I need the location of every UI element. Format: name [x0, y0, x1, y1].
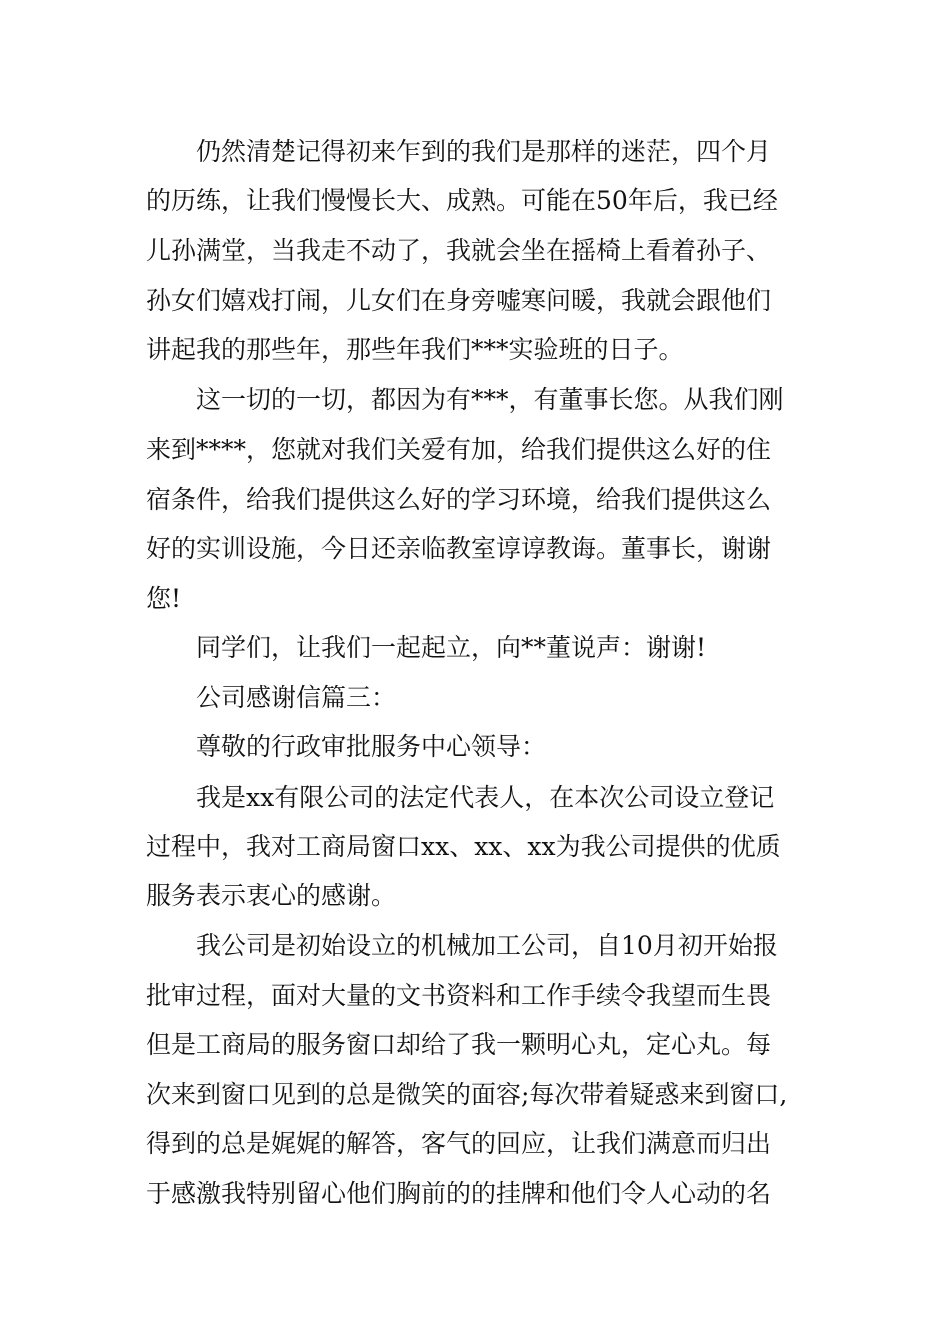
text-line: 您!	[146, 584, 182, 613]
text-line: 孙女们嬉戏打闹，儿女们在身旁嘘寒问暖，我就会跟他们	[146, 286, 772, 315]
text-line: 过程中，我对工商局窗口xx、xx、xx为我公司提供的优质	[146, 832, 781, 861]
section-heading: 公司感谢信篇三：	[196, 683, 397, 712]
text-line: 次来到窗口见到的总是微笑的面容;每次带着疑惑来到窗口,	[146, 1080, 788, 1109]
text-line: 宿条件，给我们提供这么好的学习环境，给我们提供这么	[146, 485, 772, 514]
text-line: 但是工商局的服务窗口却给了我一颗明心丸，定心丸。每	[146, 1030, 772, 1059]
text-line: 的历练，让我们慢慢长大、成熟。可能在50年后，我已经	[146, 186, 778, 215]
text-line: 服务表示衷心的感谢。	[146, 881, 397, 910]
text-line: 同学们，让我们一起起立，向**董说声：谢谢!	[196, 633, 707, 662]
text-line: 儿孙满堂，当我走不动了，我就会坐在摇椅上看着孙子、	[146, 236, 772, 265]
salutation: 尊敬的行政审批服务中心领导：	[196, 732, 547, 761]
text-line: 这一切的一切，都因为有***，有董事长您。从我们刚	[196, 385, 784, 414]
text-line: 讲起我的那些年，那些年我们***实验班的日子。	[146, 335, 684, 364]
text-line: 我公司是初始设立的机械加工公司，自10月初开始报	[196, 931, 778, 960]
text-line: 来到****，您就对我们关爱有加，给我们提供这么好的住	[146, 435, 772, 464]
text-line: 好的实训设施，今日还亲临教室谆谆教诲。董事长，谢谢	[146, 534, 772, 563]
text-line: 得到的总是娓娓的解答，客气的回应，让我们满意而归出	[146, 1129, 772, 1158]
text-line: 于感激我特别留心他们胸前的的挂牌和他们令人心动的名	[146, 1179, 772, 1208]
text-line: 批审过程，面对大量的文书资料和工作手续令我望而生畏	[146, 981, 772, 1010]
text-line: 我是xx有限公司的法定代表人，在本次公司设立登记	[196, 783, 775, 812]
text-line: 仍然清楚记得初来乍到的我们是那样的迷茫，四个月	[196, 137, 772, 166]
